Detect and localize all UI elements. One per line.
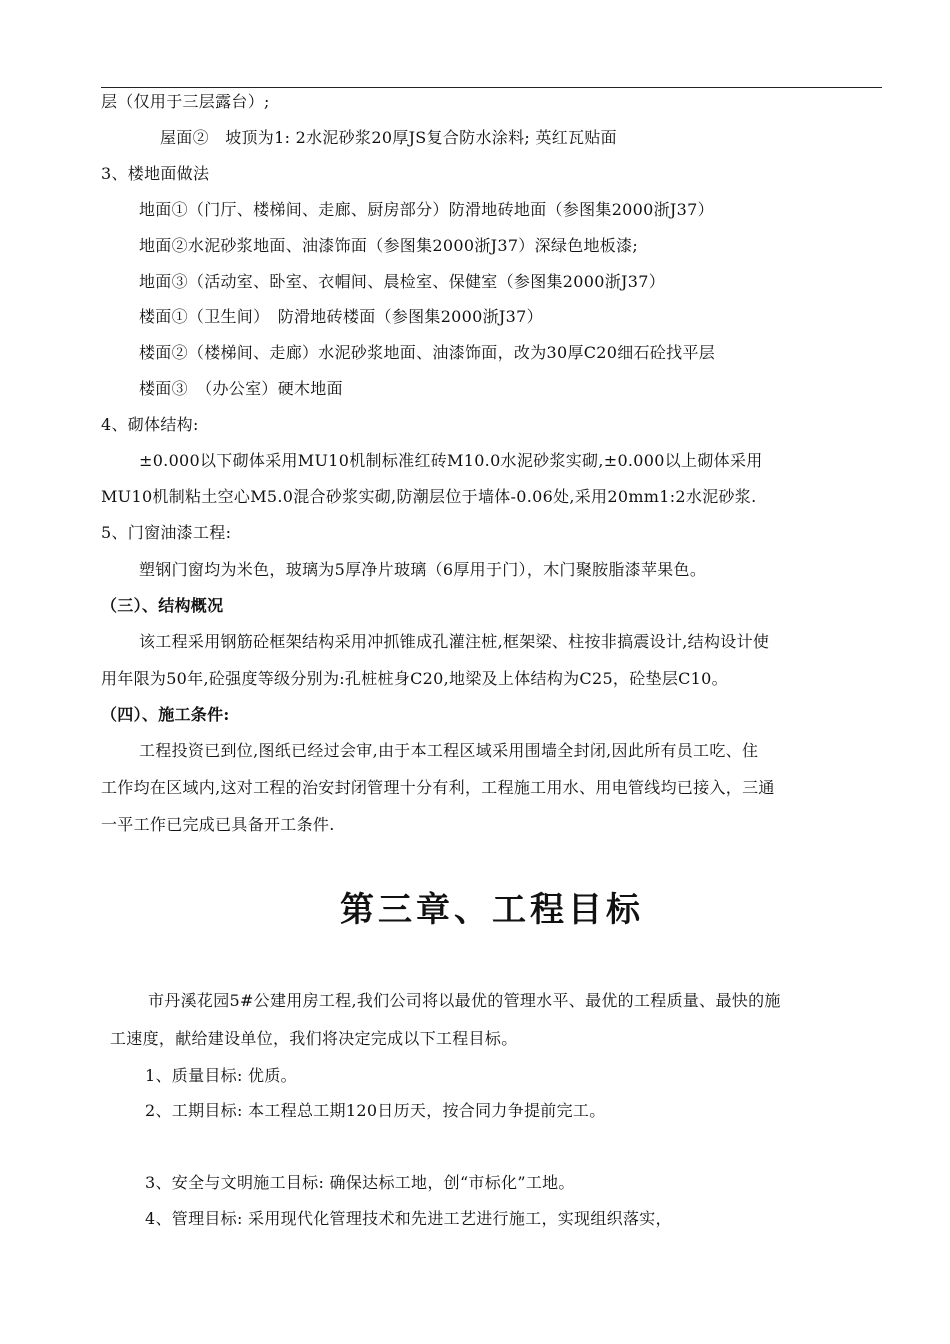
- section-masonry: 4、砌体结构:: [101, 415, 199, 434]
- header-rule: [101, 87, 882, 88]
- structure-text-line-2: 用年限为50年,砼强度等级分别为:孔桩桩身C20,地梁及上体结构为C25，砼垫层C10。: [101, 669, 728, 688]
- conditions-text-line-1: 工程投资已到位,图纸已经过会审,由于本工程区域采用围墙全封闭,因此所有员工吃、住: [139, 741, 759, 760]
- goal-quality: 1、质量目标: 优质。: [145, 1066, 297, 1085]
- section-construction-conditions: （四）、施工条件:: [101, 705, 230, 724]
- upper-floor-item-3: 楼面③ （办公室）硬木地面: [139, 379, 343, 398]
- floor-item-1: 地面①（门厅、楼梯间、走廊、厨房部分）防滑地砖地面（参图集2000浙J37）: [139, 200, 714, 219]
- goals-intro-line-2: 工速度，献给建设单位，我们将决定完成以下工程目标。: [110, 1029, 518, 1048]
- section-doors-windows: 5、门窗油漆工程:: [101, 523, 232, 542]
- doors-windows-text: 塑钢门窗均为米色，玻璃为5厚净片玻璃（6厚用于门），木门聚胺脂漆苹果色。: [139, 560, 707, 579]
- roof-layer-continuation: 层（仅用于三层露台）;: [101, 92, 270, 111]
- goals-intro-line-1: 市丹溪花园5#公建用房工程,我们公司将以最优的管理水平、最优的工程质量、最快的施: [148, 991, 781, 1010]
- masonry-text-line-2: MU10机制粘土空心M5.0混合砂浆实砌,防潮层位于墙体-0.06处,采用20mm1:2水泥砂浆.: [101, 487, 757, 506]
- upper-floor-item-2: 楼面②（楼梯间、走廊）水泥砂浆地面、油漆饰面，改为30厚C20细石砼找平层: [139, 343, 716, 362]
- chapter-title: 第三章、工程目标: [340, 890, 644, 930]
- roof-item-2: 屋面② 坡顶为1: 2水泥砂浆20厚JS复合防水涂料; 英红瓦贴面: [160, 128, 617, 147]
- goal-management: 4、管理目标: 采用现代化管理技术和先进工艺进行施工，实现组织落实，: [145, 1209, 672, 1228]
- section-floor-methods: 3、楼地面做法: [101, 164, 210, 183]
- floor-item-3: 地面③（活动室、卧室、衣帽间、晨检室、保健室（参图集2000浙J37）: [139, 272, 665, 291]
- upper-floor-item-1: 楼面①（卫生间） 防滑地砖楼面（参图集2000浙J37）: [139, 307, 543, 326]
- conditions-text-line-3: 一平工作已完成已具备开工条件.: [101, 815, 335, 834]
- goal-schedule: 2、工期目标: 本工程总工期120日历天，按合同力争提前完工。: [145, 1101, 606, 1120]
- structure-text-line-1: 该工程采用钢筋砼框架结构采用冲抓锥成孔灌注桩,框架梁、柱按非搞震设计,结构设计使: [139, 632, 770, 651]
- masonry-text-line-1: ±0.000以下砌体采用MU10机制标准红砖M10.0水泥砂浆实砌,±0.000以上砌体采用: [139, 451, 763, 470]
- conditions-text-line-2: 工作均在区域内,这对工程的治安封闭管理十分有利，工程施工用水、用电管线均已接入，三通: [101, 778, 775, 797]
- floor-item-2: 地面②水泥砂浆地面、油漆饰面（参图集2000浙J37）深绿色地板漆;: [139, 236, 639, 255]
- section-structure-overview: （三）、结构概况: [101, 596, 224, 615]
- goal-safety: 3、安全与文明施工目标: 确保达标工地，创“市标化”工地。: [145, 1173, 575, 1192]
